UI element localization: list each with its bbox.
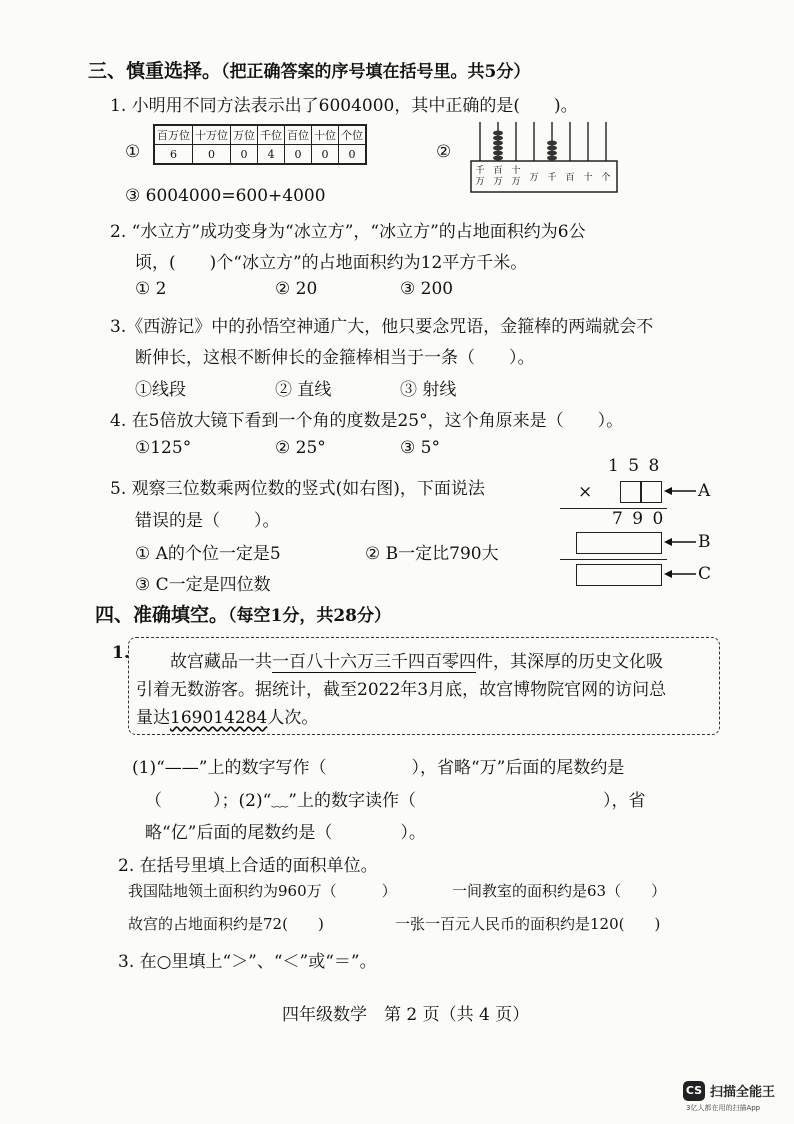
abacus-label: 万 [529,173,539,183]
q1-option1-mark: ① [125,142,141,162]
s4-q1-number: 1. [112,643,130,663]
passage-line3-post: 人次。 [267,708,319,728]
abacus-figure [470,118,618,194]
passage-underlined-number: 一百八十六万三千四百零四 [272,652,476,672]
s4-q2-item2: 一间教室的面积约是63（ ） [452,882,667,900]
abacus-label: 百 [493,166,503,176]
section4-title: 四、准确填空。 [95,604,229,626]
place-header-2: 万位 [231,126,258,145]
abacus-label: 万 [475,177,485,187]
q2-line1: 2. “水立方”成功变身为“冰立方”，“冰立方”的占地面积约为6公 [110,222,586,242]
place-header-1: 十万位 [193,126,231,145]
watermark-brand: 扫描全能王 [710,1085,776,1100]
blank-c [576,564,662,586]
s4-q2-item3: 故宫的占地面积约是72( ) [128,915,324,933]
blank-b [576,532,662,554]
abacus-label: 万 [511,177,521,187]
s4-q3-stem: 3. 在○里填上“＞”、“＜”或“＝”。 [118,952,377,972]
passage-line2: 引着无数游客。据统计，截至2022年3月底，故宫博物院官网的访问总 [136,680,667,700]
place-value-0: 6 [155,145,193,164]
q5-option3: ③ C一定是四位数 [135,575,271,595]
abacus-label: 千 [547,173,557,183]
q5-option1: ① A的个位一定是5 [135,544,281,564]
q3-option1: ①线段 [135,380,186,400]
blank-digit-2 [641,481,662,503]
abacus-bead [493,131,503,136]
passage-wavy-number: 169014284 [170,708,268,728]
q2-option3: ③ 200 [400,279,454,299]
q5-line1: 5. 观察三位数乘两位数的竖式(如右图)，下面说法 [110,479,485,499]
section4-note: （每空1分，共28分） [228,606,392,626]
arrow-a-icon [664,485,696,497]
section3-title: 三、慎重选择。 [88,60,222,82]
passage-line3-pre: 量达 [136,708,170,728]
place-header-0: 百万位 [155,126,193,145]
q2-option2: ② 20 [275,279,318,299]
times-sign: × [578,482,593,502]
place-value-table [153,124,367,165]
s4-q1-sub1: (1)“——”上的数字写作（ ），省略“万”后面的尾数约是 [132,758,625,778]
place-value-3: 4 [258,145,285,164]
vertical-top-number: 1 5 8 [608,456,662,476]
q4-option3: ③ 5° [400,438,440,458]
abacus-label: 千 [475,166,485,176]
q2-line2: 顷，( )个“冰立方”的占地面积约为12平方千米。 [135,253,528,273]
abacus-bead [493,146,503,151]
partial-product: 7 9 0 [612,509,666,529]
s4-q2-stem: 2. 在括号里填上合适的面积单位。 [118,856,378,876]
passage-line1-pre: 故宫藏品一共 [170,652,272,672]
abacus-bead [547,151,557,156]
s4-q1-sub2: （ ）；(2)“﹏”上的数字读作（ ），省 [145,791,646,811]
q2-option1: ① 2 [135,279,167,299]
camscanner-logo: CS [683,1081,705,1101]
q4-option1: ①125° [135,438,192,458]
q3-line1: 3.《西游记》中的孙悟空神通广大，他只要念咒语，金箍棒的两端就会不 [110,317,654,337]
abacus-bead [547,141,557,146]
q1-option2-mark: ② [436,142,452,162]
q3-option3: ③ 射线 [400,380,457,400]
section3-heading [88,56,530,83]
abacus-label: 十 [511,166,521,176]
page-footer: 四年级数学 第 2 页（共 4 页） [282,1005,530,1025]
abacus-bead [493,156,503,161]
q1-stem: 1. 小明用不同方法表示出了6004000，其中正确的是( )。 [110,96,578,116]
q5-line2: 错误的是（ ）。 [135,511,280,531]
q4-stem: 4. 在5倍放大镜下看到一个角的度数是25°，这个角原来是（ ）。 [110,411,624,431]
abacus-label: 百 [565,173,575,183]
blank-digit-1 [620,481,641,503]
abacus-label: 万 [493,177,503,187]
abacus-bead [493,136,503,141]
q1-option3: ③ 6004000=600+4000 [125,186,326,206]
q3-line2: 断伸长，这根不断伸长的金箍棒相当于一条（ ）。 [135,348,535,368]
place-value-5: 0 [312,145,339,164]
passage-line1 [170,647,663,672]
label-a: A [698,481,711,501]
place-header-3: 千位 [258,126,285,145]
q4-option2: ② 25° [275,438,326,458]
abacus-bead [493,151,503,156]
abacus-label: 个 [601,173,611,183]
s4-q1-sub3: 略“亿”后面的尾数约是（ ）。 [145,823,426,843]
passage-line1-post: 件，其深厚的历史文化吸 [476,652,663,672]
abacus-bead [547,146,557,151]
watermark-tagline: 3亿人都在用的扫描App [686,1104,761,1112]
s4-q2-item4: 一张一百元人民币的面积约是120( ) [395,915,661,933]
place-value-6: 0 [339,145,366,164]
label-b: B [698,532,711,552]
place-value-4: 0 [285,145,312,164]
label-c: C [698,564,712,584]
arrow-b-icon [664,536,696,548]
place-value-2: 0 [231,145,258,164]
place-value-1: 0 [193,145,231,164]
q3-option2: ② 直线 [275,380,332,400]
q5-option2: ② B一定比790大 [365,544,499,564]
arrow-c-icon [664,568,696,580]
place-header-6: 个位 [339,126,366,145]
section3-note: （把正确答案的序号填在括号里。共5分） [221,62,531,82]
section4-heading [95,600,391,627]
abacus-bead [493,141,503,146]
divider-line-2 [560,559,667,560]
passage-line3 [136,703,318,728]
s4-q2-item1: 我国陆地领土面积约为960万（ ） [128,882,397,900]
place-header-5: 十位 [312,126,339,145]
place-header-4: 百位 [285,126,312,145]
abacus-label: 十 [583,173,593,183]
abacus-bead [547,156,557,161]
